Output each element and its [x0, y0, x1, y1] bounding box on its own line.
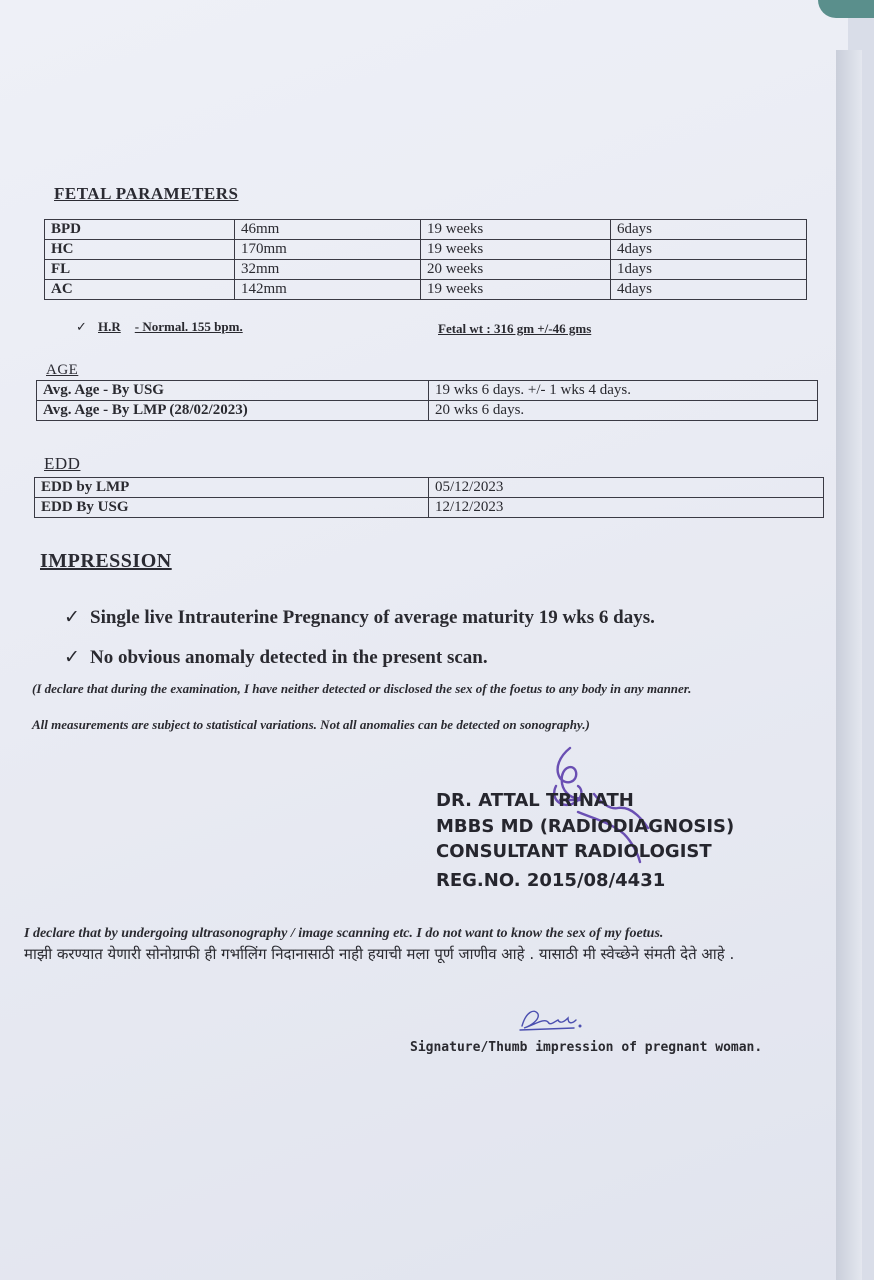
- param-cell: AC: [45, 280, 235, 300]
- size-cell: 32mm: [235, 260, 421, 280]
- age-value-cell: 19 wks 6 days. +/- 1 wks 4 days.: [429, 381, 818, 401]
- param-cell: HC: [45, 240, 235, 260]
- weeks-cell: 19 weeks: [421, 280, 611, 300]
- impression-item-text: Single live Intrauterine Pregnancy of average maturity 19 wks 6 days.: [90, 607, 655, 628]
- heart-rate-line: [76, 319, 243, 335]
- consent-english: I declare that by undergoing ultrasonography / image scanning etc. I do not want to know the sex of my foetus.: [24, 926, 664, 941]
- page-edge: [836, 50, 862, 1280]
- hr-value: - Normal. 155 bpm.: [134, 319, 243, 334]
- edd-value-cell: 12/12/2023: [429, 498, 824, 518]
- edd-value-cell: 05/12/2023: [429, 478, 824, 498]
- impression-heading: IMPRESSION: [40, 550, 172, 572]
- fetal-parameters-heading: FETAL PARAMETERS: [54, 184, 239, 203]
- doctor-title: CONSULTANT RADIOLOGIST: [436, 841, 712, 862]
- age-heading: AGE: [46, 362, 79, 378]
- param-cell: BPD: [45, 220, 235, 240]
- table-row: [37, 381, 818, 401]
- table-row: [35, 498, 824, 518]
- days-cell: 4days: [611, 280, 807, 300]
- signature-label: Signature/Thumb impression of pregnant woman.: [410, 1040, 763, 1055]
- impression-item: [64, 646, 488, 669]
- doctor-registration: REG.NO. 2015/08/4431: [436, 870, 666, 891]
- table-row: [45, 280, 807, 300]
- weeks-cell: 20 weeks: [421, 260, 611, 280]
- doctor-degree: MBBS MD (RADIODIAGNOSIS): [436, 816, 735, 837]
- days-cell: 6days: [611, 220, 807, 240]
- check-icon: ✓: [64, 607, 80, 628]
- size-cell: 46mm: [235, 220, 421, 240]
- age-value-cell: 20 wks 6 days.: [429, 401, 818, 421]
- consent-marathi: माझी करण्यात येणारी सोनोग्राफी ही गर्भालिंग निदानासाठी नाही हयाची मला पूर्ण जाणीव आहे . यासाठी मी स्वेच्छेने संमती देते आहे .: [24, 945, 735, 963]
- table-row: [35, 478, 824, 498]
- weeks-cell: 19 weeks: [421, 220, 611, 240]
- days-cell: 1days: [611, 260, 807, 280]
- param-cell: FL: [45, 260, 235, 280]
- statistical-note: All measurements are subject to statistical variations. Not all anomalies can be detected on sonography.): [32, 717, 590, 732]
- fetal-parameters-table: [44, 219, 807, 300]
- table-row: [45, 240, 807, 260]
- edd-heading: EDD: [44, 454, 81, 473]
- days-cell: 4days: [611, 240, 807, 260]
- age-table: [36, 380, 818, 421]
- age-label-cell: Avg. Age - By LMP (28/02/2023): [37, 401, 429, 421]
- patient-signature-mark: [516, 1004, 586, 1034]
- edd-table: [34, 477, 824, 518]
- impression-item: [64, 606, 655, 629]
- doctor-name: DR. ATTAL TRINATH: [436, 790, 634, 811]
- table-row: [45, 260, 807, 280]
- folder-corner: [818, 0, 874, 18]
- table-row: [37, 401, 818, 421]
- hr-label: H.R: [98, 319, 121, 334]
- age-label-cell: Avg. Age - By USG: [37, 381, 429, 401]
- table-row: [45, 220, 807, 240]
- fetal-weight: Fetal wt : 316 gm +/-46 gms: [438, 321, 592, 336]
- check-icon: ✓: [76, 319, 87, 334]
- edd-label-cell: EDD By USG: [35, 498, 429, 518]
- impression-item-text: No obvious anomaly detected in the present scan.: [90, 647, 488, 668]
- size-cell: 170mm: [235, 240, 421, 260]
- edd-label-cell: EDD by LMP: [35, 478, 429, 498]
- weeks-cell: 19 weeks: [421, 240, 611, 260]
- size-cell: 142mm: [235, 280, 421, 300]
- check-icon: ✓: [64, 647, 80, 668]
- declaration-note: (I declare that during the examination, I have neither detected or disclosed the sex of the foetus to any body in any manner.: [32, 681, 692, 696]
